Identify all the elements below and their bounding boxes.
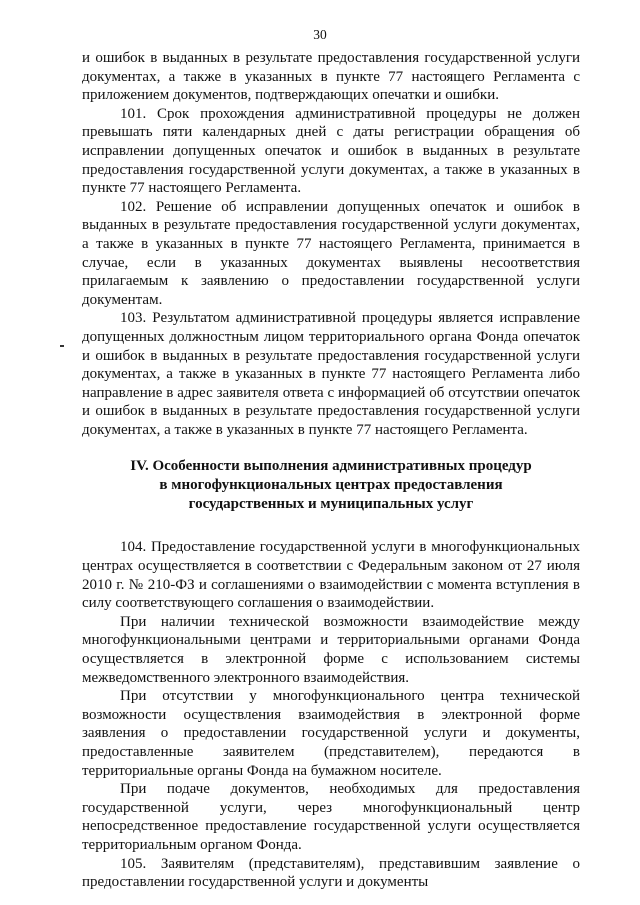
paragraph-101: 101. Срок прохождения административной процедуры не должен превышать пяти календарных дней с даты регистрации обращения об исправлении допущенных опечаток и ошибок в выданных в результате предоставления государственной услуги документах, а также в указанных в пункте 77 настоящего Регламента. — [82, 105, 580, 197]
document-body — [82, 49, 580, 892]
paragraph-continuation: и ошибок в выданных в результате предоставления государственной услуги документах, а также в указанных в пункте 77 настоящего Регламента с приложением документов, подтверждающих опечатки и ошибки. — [82, 50, 580, 104]
page-number: 30 — [313, 27, 327, 42]
section-heading-line-3: государственных и муниципальных услуг — [188, 496, 474, 513]
paragraph-102: 102. Решение об исправлении допущенных опечаток и ошибок в выданных в результате предоставления государственной услуги документах, а также в указанных в пункте 77 настоящего Регламента, принимается в случае, если в указанных документах выявлены несоответствия прилагаемым к заявлению о предоставлении государственной услуги документам. — [82, 198, 580, 308]
section-heading-line-1: IV. Особенности выполнения административных процедур — [130, 458, 532, 475]
paragraph-105: 105. Заявителям (представителям), представившим заявление о предоставлении государственной услуги и документы — [82, 855, 580, 891]
margin-mark — [60, 345, 64, 347]
paragraph-104: 104. Предоставление государственной услуги в многофункциональных центрах осуществляется в соответствии с Федеральным законом от 27 июля 2010 г. № 210-ФЗ и соглашениями о взаимодействии с момента вступления в силу соответствующего соглашения о взаимодействии. — [82, 539, 580, 612]
paragraph-104-electronic: При наличии технической возможности взаимодействие между многофункциональными центрами и территориальными органами Фонда осуществляется в электронной форме с использованием системы межведомственного электронного взаимодействия. — [82, 613, 580, 686]
paragraph-104-paper: При отсутствии у многофункционального центра технической возможности осуществления взаимодействия в электронной форме заявления о предоставлении государственной услуги и документы, предоставленные заявителем (представителем), передаются в территориальные органы Фонда на бумажном носителе. — [82, 688, 580, 779]
section-heading-line-2: в многофункциональных центрах предоставления — [159, 477, 503, 494]
section-heading — [82, 457, 580, 514]
paragraph-104-submission: При подаче документов, необходимых для предоставления государственной услуги, через многофункциональный центр непосредственное предоставление государственной услуги осуществляется территориальным органом Фонда. — [82, 781, 580, 853]
paragraph-103: 103. Результатом административной процедуры является исправление допущенных должностным лицом территориального органа Фонда опечаток и ошибок в выданных в результате предоставления государственной услуги документах, а также в указанных в пункте 77 настоящего Регламента либо направление в адрес заявителя ответа с информацией об отсутствии опечаток и ошибок в выданных в результате предоставления государственной услуги документах, а также в указанных в пункте 77 настоящего Регламента. — [82, 310, 580, 438]
